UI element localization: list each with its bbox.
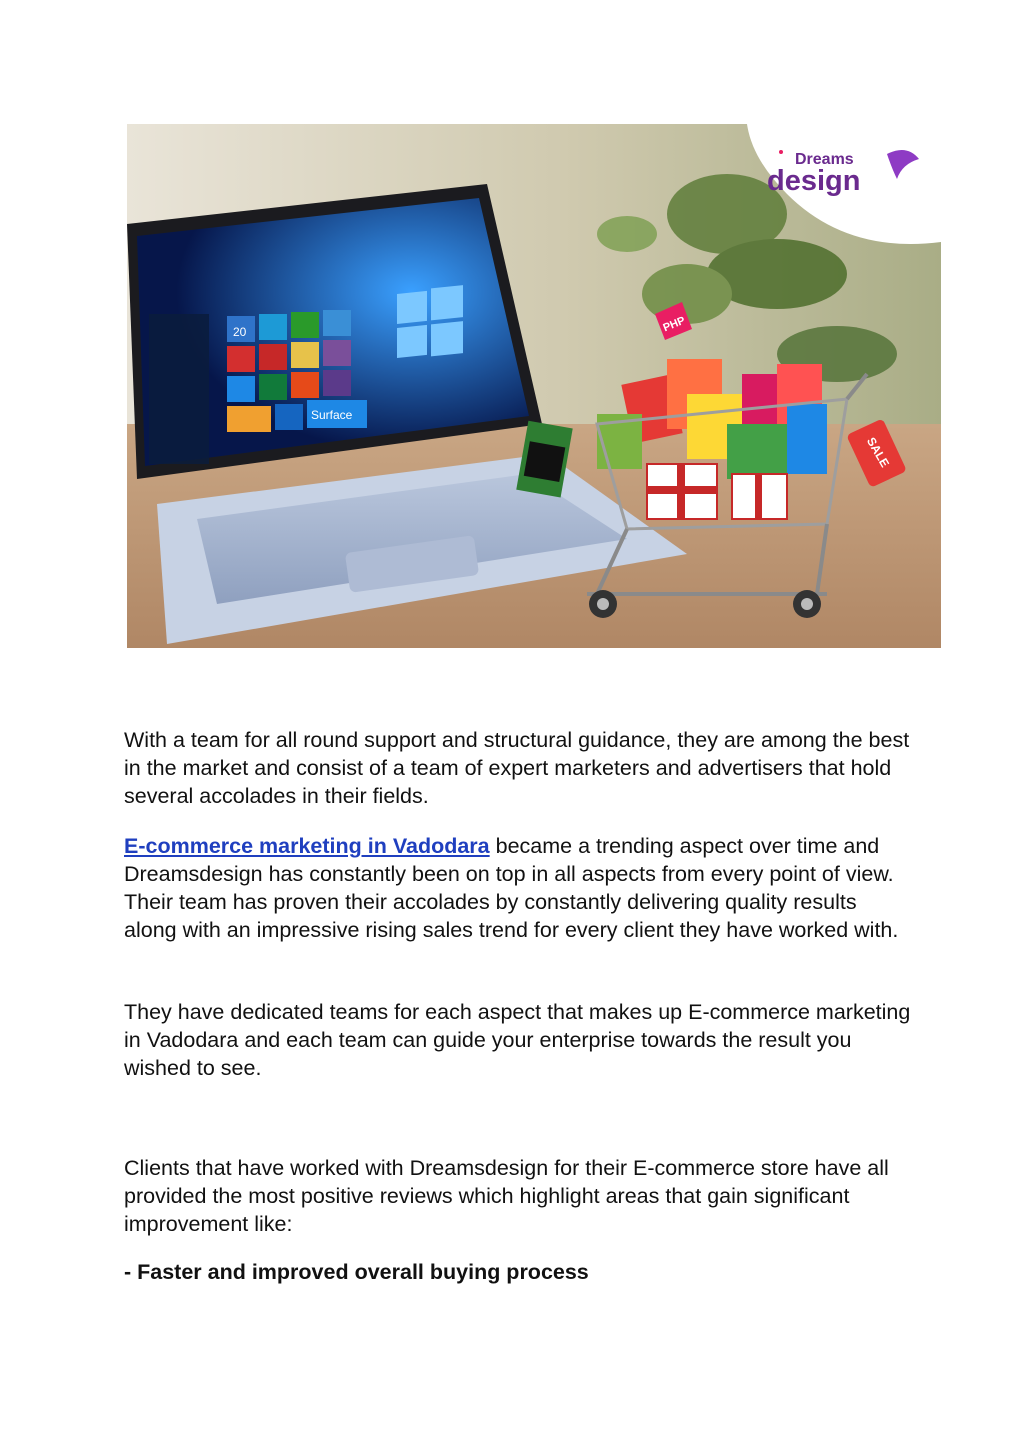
calendar-tile-number: 20 <box>233 325 247 339</box>
paragraph-ecommerce-text: became a trending aspect over time and Dreamsdesign has constantly been on top in all aspects from every point of view. Their team has proven their accolades by constantly delivering quality results along with an impressive rising sales trend for every client they have worked with. <box>124 834 899 942</box>
paragraph-teams <box>124 998 914 1082</box>
paragraph-teams-text: They have dedicated teams for each aspect that makes up E-commerce marketing in Vadodara and each team can guide your enterprise towards the result you wished to see. <box>124 1000 911 1080</box>
surface-tile-label: Surface <box>311 408 353 422</box>
brand-top: Dreams <box>795 151 854 168</box>
hero-image <box>127 124 941 648</box>
bullet-buying-process-text: - Faster and improved overall buying process <box>124 1260 589 1284</box>
paragraph-ecommerce <box>124 832 914 944</box>
php-badge-label: PHP <box>661 314 687 335</box>
ecommerce-marketing-link[interactable]: E-commerce marketing in Vadodara <box>124 834 490 858</box>
bullet-buying-process <box>124 1258 914 1286</box>
paragraph-clients <box>124 1154 914 1238</box>
paragraph-clients-text: Clients that have worked with Dreamsdesign for their E-commerce store have all provided the most positive reviews which highlight areas that gain significant improvement like: <box>124 1156 889 1236</box>
sale-tag-label: SALE <box>863 434 893 470</box>
brand-bottom: design <box>767 165 861 197</box>
paragraph-intro-text: With a team for all round support and structural guidance, they are among the best in the market and consist of a team of expert marketers and advertisers that hold several accolades in their fields. <box>124 728 910 808</box>
paragraph-intro <box>124 726 914 810</box>
